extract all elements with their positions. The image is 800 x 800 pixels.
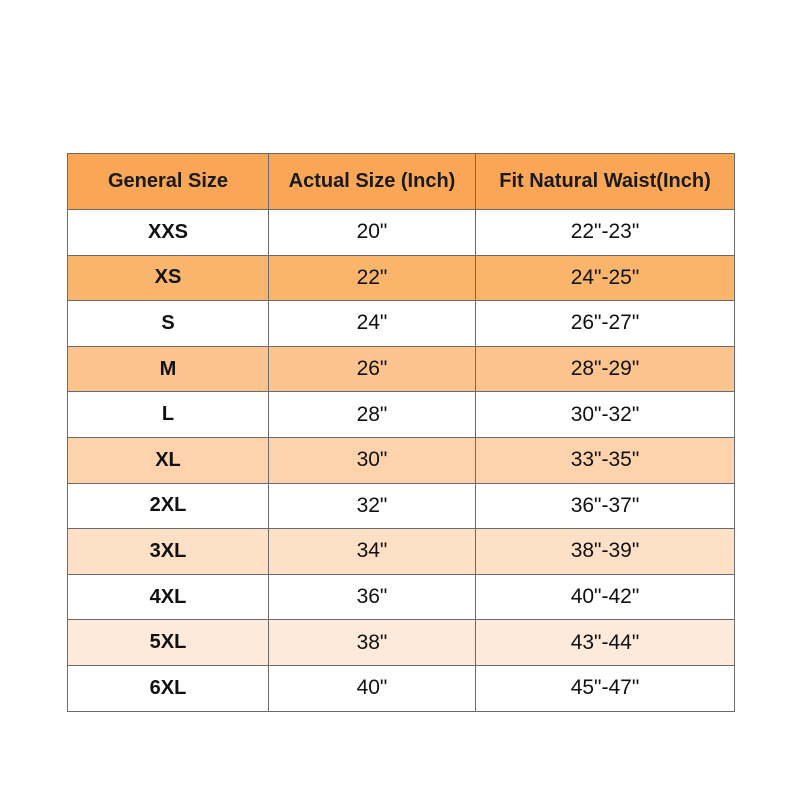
header-row: [68, 154, 735, 210]
table-row: [68, 346, 735, 392]
natural-waist-cell: 36"-37": [476, 483, 735, 529]
natural-waist-cell: 24"-25": [476, 255, 735, 301]
actual-size-cell: 22": [269, 255, 476, 301]
general-size-cell: 2XL: [68, 483, 269, 529]
header-fit-natural-waist: Fit Natural Waist(Inch): [476, 154, 735, 210]
general-size-cell: L: [68, 392, 269, 438]
natural-waist-cell: 30"-32": [476, 392, 735, 438]
actual-size-cell: 28": [269, 392, 476, 438]
table-row: [68, 574, 735, 620]
table-body: [68, 210, 735, 712]
actual-size-cell: 38": [269, 620, 476, 666]
actual-size-cell: 30": [269, 437, 476, 483]
general-size-cell: 3XL: [68, 529, 269, 575]
table-row: [68, 255, 735, 301]
natural-waist-cell: 26"-27": [476, 301, 735, 347]
general-size-cell: M: [68, 346, 269, 392]
general-size-cell: XS: [68, 255, 269, 301]
natural-waist-cell: 38"-39": [476, 529, 735, 575]
header-actual-size: Actual Size (Inch): [269, 154, 476, 210]
natural-waist-cell: 40"-42": [476, 574, 735, 620]
table-row: [68, 620, 735, 666]
table-row: [68, 392, 735, 438]
general-size-cell: 4XL: [68, 574, 269, 620]
actual-size-cell: 32": [269, 483, 476, 529]
general-size-cell: S: [68, 301, 269, 347]
table-row: [68, 529, 735, 575]
table-header: [68, 154, 735, 210]
general-size-cell: 6XL: [68, 665, 269, 711]
actual-size-cell: 36": [269, 574, 476, 620]
natural-waist-cell: 28"-29": [476, 346, 735, 392]
general-size-cell: XL: [68, 437, 269, 483]
natural-waist-cell: 22"-23": [476, 210, 735, 256]
natural-waist-cell: 43"-44": [476, 620, 735, 666]
table-row: [68, 483, 735, 529]
header-general-size: General Size: [68, 154, 269, 210]
table-row: [68, 301, 735, 347]
actual-size-cell: 40": [269, 665, 476, 711]
actual-size-cell: 34": [269, 529, 476, 575]
table-row: [68, 665, 735, 711]
actual-size-cell: 20": [269, 210, 476, 256]
table-row: [68, 210, 735, 256]
natural-waist-cell: 45"-47": [476, 665, 735, 711]
actual-size-cell: 24": [269, 301, 476, 347]
general-size-cell: 5XL: [68, 620, 269, 666]
general-size-cell: XXS: [68, 210, 269, 256]
actual-size-cell: 26": [269, 346, 476, 392]
natural-waist-cell: 33"-35": [476, 437, 735, 483]
table-row: [68, 437, 735, 483]
size-chart-table: [67, 153, 735, 712]
